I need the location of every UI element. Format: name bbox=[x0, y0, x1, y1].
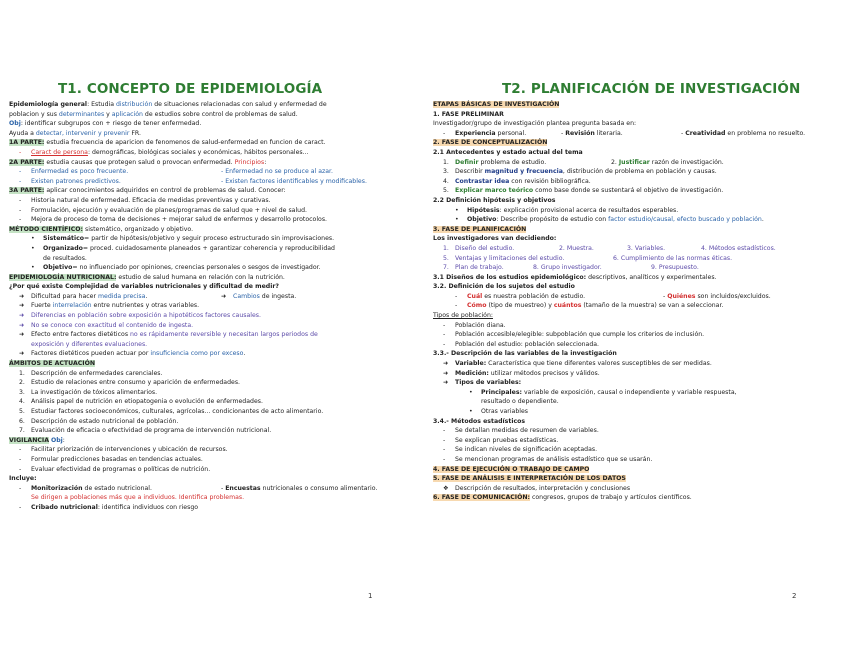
page-number: 1 bbox=[368, 592, 373, 600]
scope-heading: ÁMBITOS DE ACTUACIÓN bbox=[9, 360, 96, 368]
section-3-4: 3.4.- Métodos estadísticos bbox=[433, 417, 526, 425]
page-number: 2 bbox=[792, 592, 797, 600]
list-item: 4. Análisis papel de nutrición en etiopatogenia o evolución de enfermedades. bbox=[19, 398, 263, 406]
section-3-2: 3.2. Definición de los sujetos del estudio bbox=[433, 283, 575, 291]
list-item: 3. La investigación de tóxicos alimentarios. bbox=[19, 388, 158, 396]
list-item: ➜ No se conoce con exactitud el contenido de ingesta. bbox=[19, 321, 194, 329]
list-item: • Objetivo= no influenciado por opiniones, creencias personales o sesgos de investigador. bbox=[31, 264, 321, 272]
decide-line: Los investigadores van decidiendo: bbox=[433, 235, 557, 243]
list-item: - Población diana. bbox=[443, 321, 506, 329]
diamond-bullet-icon: ❖ bbox=[443, 484, 449, 492]
list-item: - Se indican niveles de significación aceptadas. bbox=[443, 446, 598, 454]
part-2-line: 2A PARTE: estudia causas que protegen salud o provocan enfermedad. Principios: bbox=[9, 158, 267, 166]
help-line: Ayuda a detectar, intervenir y prevenir FR. bbox=[9, 129, 141, 137]
list-item: 5. Estudiar factores socioeconómicos, culturales, agrícolas... condicionantes de acto alimentario. bbox=[19, 408, 324, 415]
list-item: • Objetivo: Describe propósito de estudio con factor estudio/causal, efecto buscado y población. bbox=[455, 216, 764, 224]
method-line: MÉTODO CIENTÍFICO: sistemático, organizado y objetivo. bbox=[9, 225, 194, 233]
page-2-body bbox=[433, 100, 843, 503]
question-line: ¿Por qué existe Complejidad de variables nutricionales y dificultad de medir? bbox=[9, 283, 279, 291]
arrow-icon: ➜ bbox=[19, 312, 25, 320]
list-item: - Población del estudio: población seleccionada. bbox=[443, 340, 600, 348]
list-item: ❖ Descripción de resultados, interpretación y conclusiones bbox=[443, 484, 631, 492]
list-item: 4. Contrastar idea con revisión bibliográfica. bbox=[443, 177, 591, 185]
list-item: ➜ Variable: Característica que tiene diferentes valores susceptibles de ser medidas. bbox=[443, 360, 712, 368]
arrow-icon: ➜ bbox=[19, 302, 25, 310]
list-item: - Cómo (tipo de muestreo) y cuántos (tamaño de la muestra) se van a seleccionar. bbox=[455, 302, 724, 310]
population-types-label: Tipos de población: bbox=[433, 312, 493, 320]
list-item: Se dirigen a poblaciones más que a individuos. Identifica problemas. bbox=[31, 494, 245, 502]
list-item: 1. Descripción de enfermedades carenciales. bbox=[19, 369, 163, 377]
arrow-icon: ➜ bbox=[221, 292, 227, 300]
arrow-icon: ➜ bbox=[19, 331, 25, 339]
list-item: exposición y diferentes evaluaciones. bbox=[31, 340, 148, 348]
arrow-icon: ➜ bbox=[19, 350, 25, 358]
list-item: - Formular predicciones basadas en tendencias actuales. bbox=[19, 455, 203, 463]
list-item: 7. Evaluación de eficacia o efectividad de programa de intervención nutricional. bbox=[19, 427, 272, 435]
list-item: • Hipótesis: explicación provisional acerca de resultados esperables. bbox=[455, 206, 679, 214]
phase-6-line: 6. FASE DE COMUNICACIÓN: congresos, grupos de trabajo y artículos científicos. bbox=[433, 494, 692, 502]
arrow-icon: ➜ bbox=[19, 292, 25, 300]
list-item: - Se mencionan programas de análisis estadístico que se usarán. bbox=[443, 455, 653, 463]
section-3-3: 3.3.- Descripción de las variables de la investigación bbox=[433, 350, 617, 358]
list-item: - Mejora de proceso de toma de decisiones + mejorar salud de enfermos y desarrollo protocolos. bbox=[19, 216, 328, 224]
includes-label: Incluye: bbox=[9, 475, 37, 483]
arrow-icon: ➜ bbox=[19, 321, 25, 329]
list-item: - Historia natural de enfermedad. Eficacia de medidas preventivas y curativas. bbox=[19, 196, 271, 204]
list-item: ➜ Medición: utilizar métodos precisos y válidos. bbox=[443, 369, 600, 377]
list-item: • Otras variables bbox=[469, 408, 529, 415]
list-item: - Cribado nutricional: identifica individuos con riesgo bbox=[19, 503, 199, 511]
phase-1-heading: 1. FASE PRELIMINAR bbox=[433, 110, 504, 118]
list-item: • Organizado= proced. cuidadosamente planeados + garantizar coherencia y reproducibilidad bbox=[31, 244, 335, 252]
list-item: - Facilitar priorización de intervenciones y ubicación de recursos. bbox=[19, 446, 228, 454]
list-item: 3. Describir magnitud y frecuencia, distribución de problema en población y causas. bbox=[443, 168, 717, 176]
list-item: ➜ Efecto entre factores dietéticos no es rápidamente reversible y necesitan largos periodos de bbox=[19, 331, 318, 339]
list-item: ➜ Tipos de variables: bbox=[443, 379, 522, 387]
section-2-2: 2.2 Definición hipótesis y objetivos bbox=[433, 196, 556, 204]
section-3-1: 3.1 Diseños de los estudios epidemiológico: descriptivos, analíticos y experimentales. bbox=[433, 273, 717, 281]
list-item: 1. Diseño del estudio. 2. Muestra. 3. Variables. 4. Métodos estadísticos. bbox=[443, 244, 776, 252]
page-title: T2. PLANIFICACIÓN DE INVESTIGACIÓN bbox=[502, 81, 801, 97]
list-item: - Cuál es nuestra población de estudio. - Quiénes son incluidos/excluidos. bbox=[455, 292, 771, 300]
phase-2-heading: 2. FASE DE CONCEPTUALIZACIÓN bbox=[433, 139, 548, 147]
arrow-icon: ➜ bbox=[443, 379, 449, 387]
list-item: - Se explican pruebas estadísticas. bbox=[443, 436, 559, 444]
phase-5-heading: 5. FASE DE ANÁLISIS E INTERPRETACIÓN DE LOS DATOS bbox=[433, 475, 626, 483]
list-item: 7. Plan de trabajo. 8. Grupo investigador. 9. Presupuesto. bbox=[443, 264, 699, 272]
list-item: ➜ Dificultad para hacer medida precisa. ➜ Cambios de ingesta. bbox=[19, 292, 297, 300]
list-item: • Principales: variable de exposición, causal o independiente y variable respuesta, bbox=[469, 388, 737, 396]
definition-line: poblacion y sus determinantes y aplicación de estudios sobre control de problemas de salud. bbox=[9, 110, 298, 118]
list-item: de resultados. bbox=[43, 254, 87, 262]
list-item: 5. Explicar marco teórico como base donde se sustentará el objetivo de investigación. bbox=[443, 187, 724, 195]
list-item: - Enfermedad es poco frecuente. - Enfermedad no se produce al azar. bbox=[19, 168, 333, 176]
list-item: ➜ Diferencias en población sobre exposición a hipotéticos factores causales. bbox=[19, 312, 261, 320]
list-item: 5. Ventajas y limitaciones del estudio. 6. Cumplimiento de las normas éticas. bbox=[443, 254, 733, 262]
list-item: 6. Descripción de estado nutricional de población. bbox=[19, 417, 179, 425]
phase-3-heading: 3. FASE DE PLANIFICACIÓN bbox=[433, 225, 527, 233]
part-3-line: 3A PARTE: aplicar conocimientos adquiridos en control de problemas de salud. Conocer: bbox=[9, 187, 286, 195]
nutritional-epi-line: EPIDEMIOLOGÍA NUTRICIONAL: estudio de salud humana en relación con la nutrición. bbox=[9, 273, 285, 281]
list-item: - Población accesible/elegible: subpoblación que cumple los criterios de inclusión. bbox=[443, 331, 705, 339]
list-item: - Formulación, ejecución y evaluación de planes/programas de salud que + nivel de salud. bbox=[19, 206, 307, 214]
list-item: resultado o dependiente. bbox=[481, 398, 559, 406]
surveillance-heading: VIGILANCIA Obj: bbox=[9, 436, 65, 444]
list-item: ➜ Fuerte interrelación entre nutrientes y otras variables. bbox=[19, 302, 200, 310]
list-item: 1. Definir problema de estudio. 2. Justificar razón de investigación. bbox=[443, 158, 724, 166]
list-item: - Experiencia personal. - Revisión literaria. - Creatividad en problema no resuelto. bbox=[443, 129, 806, 137]
list-item: - Se detallan medidas de resumen de variables. bbox=[443, 427, 599, 435]
list-item: - Existen patrones predictivos. - Existen factores identificables y modificables. bbox=[19, 177, 367, 185]
phase-4-heading: 4. FASE DE EJECUCIÓN O TRABAJO DE CAMPO bbox=[433, 465, 590, 473]
list-item: - Evaluar efectividad de programas o políticas de nutrición. bbox=[19, 465, 211, 473]
objective-line: Obj: identificar subgrupos con + riesgo de tener enfermedad. bbox=[9, 120, 202, 128]
part-1-line: 1A PARTE: estudia frecuencia de aparicion de fenomenos de salud-enfermedad en funcion de caract. bbox=[9, 139, 326, 147]
list-item: 2. Estudio de relaciones entre consumo y aparición de enfermedades. bbox=[19, 379, 241, 387]
definition-line: Epidemiología general: Estudia distribución de situaciones relacionadas con salud y enfermedad de bbox=[9, 101, 327, 108]
arrow-icon: ➜ bbox=[443, 360, 449, 368]
list-item: - Monitorización de estado nutricional. - Encuestas nutricionales o consumo alimentario. bbox=[19, 484, 378, 492]
page-title: T1. CONCEPTO DE EPIDEMIOLOGÍA bbox=[58, 81, 323, 97]
page-2 bbox=[424, 0, 848, 655]
page-1-body bbox=[9, 100, 419, 513]
list-item: ➜ Factores dietéticos pueden actuar por insuficiencia como por exceso. bbox=[19, 350, 246, 358]
stages-heading: ETAPAS BÁSICAS DE INVESTIGACIÓN bbox=[433, 101, 560, 108]
list-item: - Caract de persona: demográficas, biológicas sociales y económicas, hábitos personales... bbox=[19, 148, 309, 156]
phase-1-text: Investigador/grupo de investigación plantea pregunta basada en: bbox=[433, 120, 637, 128]
list-item: • Sistemático= partir de hipótesis/objetivo y seguir proceso estructurado sin improvisaciones. bbox=[31, 235, 335, 243]
section-2-1: 2.1 Antecedentes y estado actual del tema bbox=[433, 148, 583, 156]
arrow-icon: ➜ bbox=[443, 369, 449, 377]
